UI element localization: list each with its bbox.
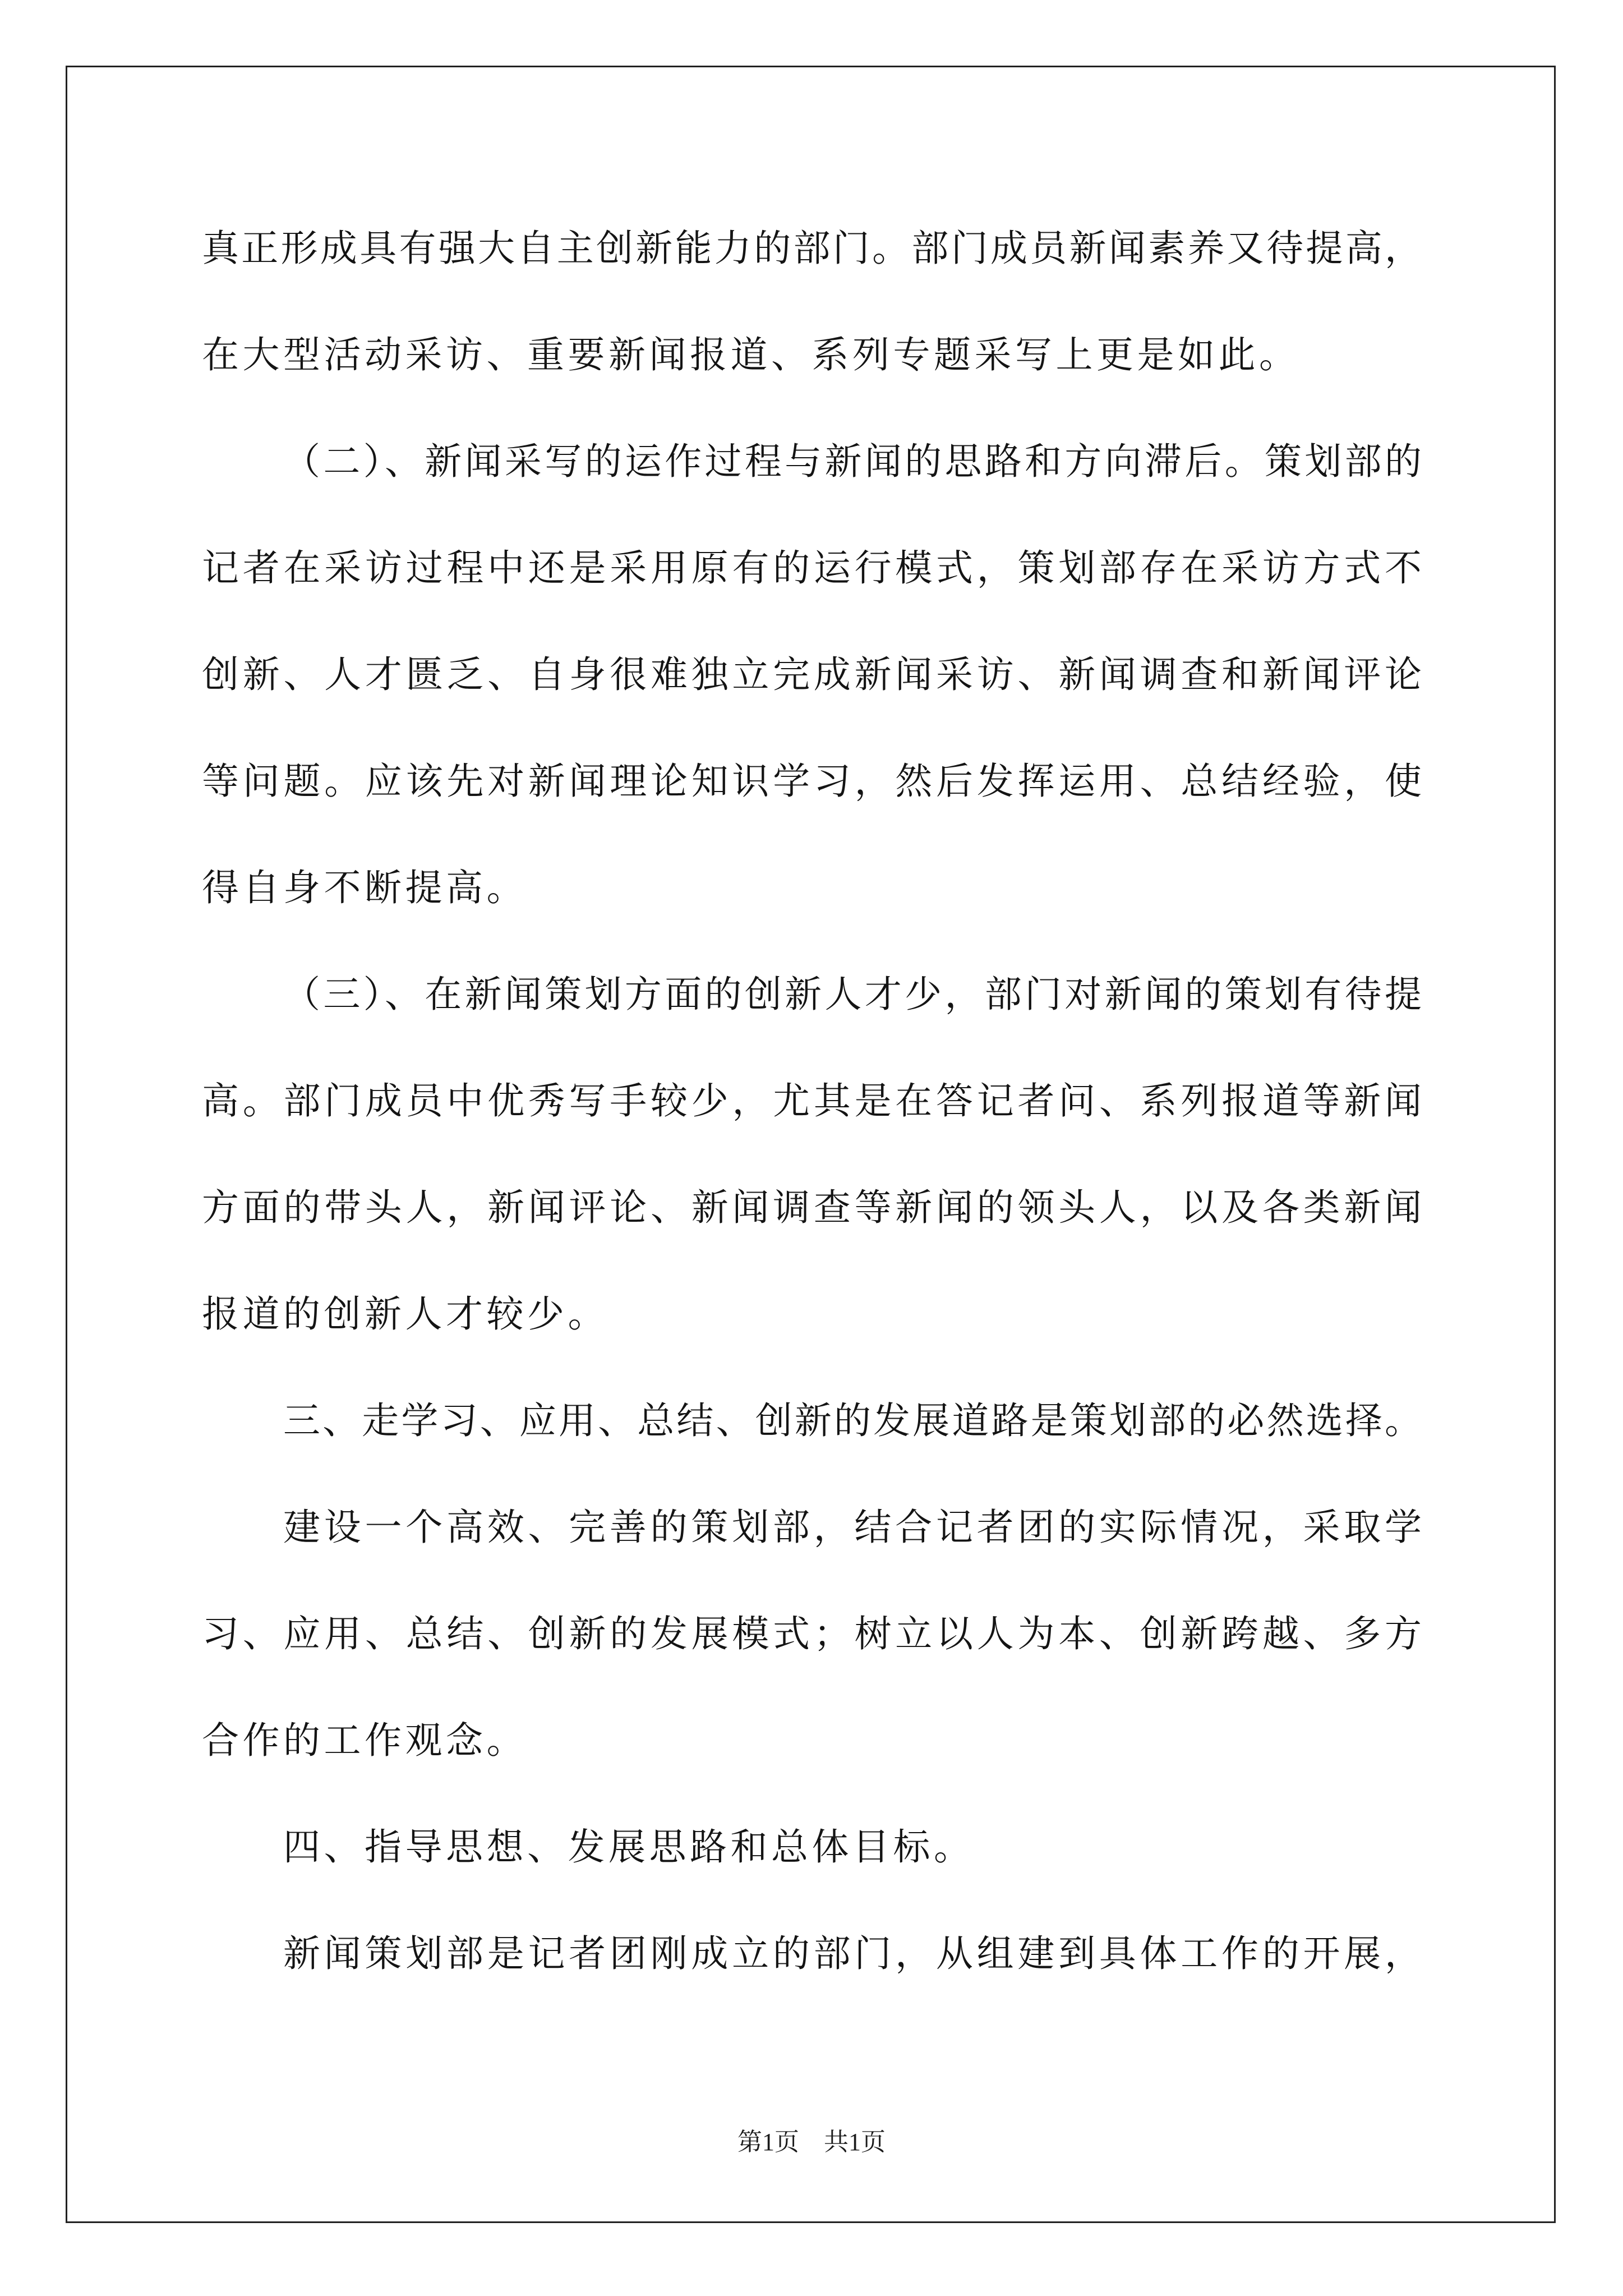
body-text-line: 等问题。应该先对新闻理论知识学习，然后发挥运用、总结经验，使 bbox=[202, 760, 1422, 803]
body-text-line: 在大型活动采访、重要新闻报道、系列专题采写上更是如此。 bbox=[202, 333, 1300, 376]
body-text-line: （二）、新闻采写的运作过程与新闻的思路和方向滞后。策划部的 bbox=[283, 440, 1422, 483]
document-body bbox=[202, 195, 1422, 2007]
body-text-line: 得自身不断提高。 bbox=[202, 866, 527, 909]
body-text-line: 创新、人才匮乏、自身很难独立完成新闻采访、新闻调查和新闻评论 bbox=[202, 653, 1422, 696]
body-text-line: 建设一个高效、完善的策划部，结合记者团的实际情况，采取学 bbox=[283, 1506, 1422, 1549]
section-heading-line: 三、走学习、应用、总结、创新的发展道路是策划部的必然选择。 bbox=[283, 1399, 1422, 1442]
body-text-line: 高。部门成员中优秀写手较少，尤其是在答记者问、系列报道等新闻 bbox=[202, 1079, 1422, 1122]
body-text-line: 习、应用、总结、创新的发展模式；树立以人为本、创新跨越、多方 bbox=[202, 1612, 1422, 1655]
body-text-line: （三）、在新闻策划方面的创新人才少，部门对新闻的策划有待提 bbox=[283, 973, 1422, 1016]
body-text-line: 合作的工作观念。 bbox=[202, 1719, 527, 1762]
body-text-line: 新闻策划部是记者团刚成立的部门，从组建到具体工作的开展， bbox=[283, 1932, 1422, 1975]
body-text-line: 真正形成具有强大自主创新能力的部门。部门成员新闻素养又待提高， bbox=[202, 227, 1422, 270]
body-text-line: 方面的带头人，新闻评论、新闻调查等新闻的领头人，以及各类新闻 bbox=[202, 1186, 1422, 1229]
page-footer: 第1页 共1页 bbox=[737, 2128, 886, 2156]
body-text-line: 报道的创新人才较少。 bbox=[202, 1292, 608, 1336]
body-text-line: 记者在采访过程中还是采用原有的运行模式，策划部存在采访方式不 bbox=[202, 546, 1422, 590]
section-heading-line: 四、指导思想、发展思路和总体目标。 bbox=[283, 1825, 975, 1869]
